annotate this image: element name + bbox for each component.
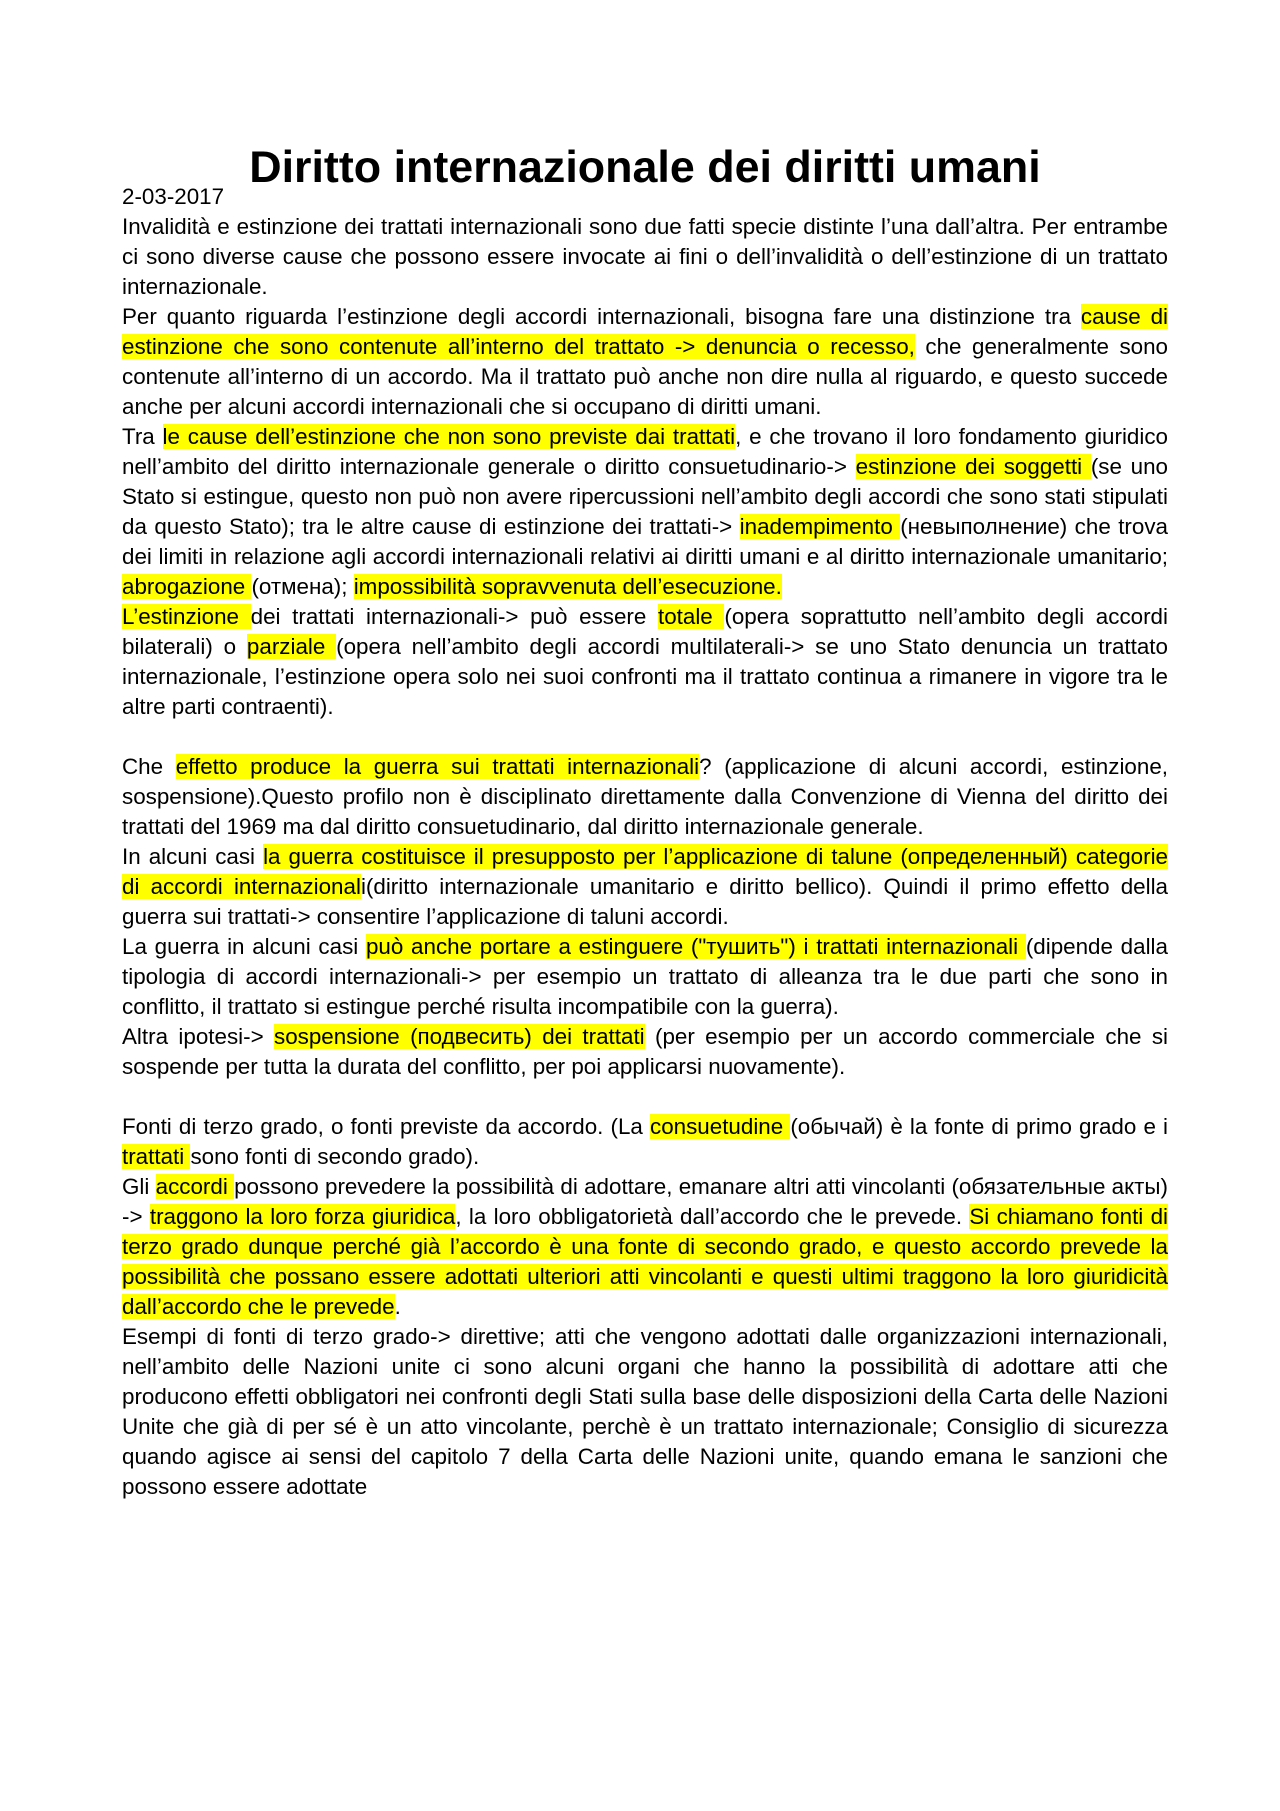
paragraph-text: Tra [122, 424, 163, 449]
paragraph-text: sono fonti di secondo grado). [190, 1144, 480, 1169]
paragraph-spacer [122, 1082, 1168, 1112]
highlighted-text: traggono la loro forza giuridica [149, 1204, 456, 1229]
paragraph-text: dei trattati internazionali-> può essere [250, 604, 658, 629]
document-page [122, 142, 1169, 1502]
paragraph-text: Altra ipotesi-> [122, 1024, 274, 1049]
document-title: Diritto internazionale dei diritti umani [249, 142, 1041, 192]
paragraph-text: i(diritto internazionale umanitario e diritto bellico). Quindi il primo effetto della guerra sui trattati-> consentire l’applicazione di taluni accordi. [122, 874, 1169, 929]
paragraph-text: , e che trovano il loro fondamento giuridico nell’ambito del diritto internazionale generale o diritto consuetudinario-> [122, 424, 1168, 479]
paragraph-text: Esempi di fonti di terzo grado-> direttive; atti che vengono adottati dalle organizzazioni internazionali, nell’ambito delle Nazioni unite ci sono alcuni organi che hanno la possibilità di adottare atti che producono effetti obbligatori nei confronti degli Stati sulla base delle disposizioni della Carta delle Nazioni Unite che già di per sé è un atto vincolante, perchè è un trattato internazionale; Consiglio di sicurezza quando agisce ai sensi del capitolo 7 della Carta delle Nazioni unite, quando emana le sanzioni che possono essere adottate [122, 1324, 1168, 1499]
paragraph [122, 1172, 1168, 1322]
paragraph [122, 302, 1168, 422]
paragraph [122, 752, 1168, 842]
highlighted-text: totale [657, 604, 725, 629]
paragraph-text: , la loro obbligatorietà dall’accordo che le prevede. [455, 1204, 970, 1229]
highlighted-text: la guerra costituisce il presupposto per l’applicazione di talune (определенный) categorie di accordi internazional [122, 844, 1169, 899]
highlighted-text: le cause dell’estinzione che non sono previste dai trattati [162, 424, 736, 449]
paragraph [122, 932, 1168, 1022]
highlighted-text: può anche portare a estinguere ("тушить") i trattati internazionali [365, 934, 1026, 959]
highlighted-text: impossibilità sopravvenuta dell’esecuzione. [353, 574, 782, 599]
paragraph-text: Gli [122, 1174, 156, 1199]
paragraph-text: che generalmente sono contenute all’interno di un accordo. Ma il trattato può anche non dire nulla al riguardo, e questo succede anche per alcuni accordi internazionali che si occupano di diritti umani. [122, 334, 1168, 419]
paragraph-text: ? (applicazione di alcuni accordi, estinzione, sospensione).Questo profilo non è disciplinato direttamente dalla Convenzione di Vienna del diritto dei trattati del 1969 ma dal diritto consuetudinario, dal diritto internazionale generale. [122, 754, 1168, 839]
paragraph [122, 602, 1168, 722]
paragraph-text: Per quanto riguarda l’estinzione degli accordi internazionali, bisogna fare una distinzione tra [122, 304, 1081, 329]
highlighted-text: Si chiamano fonti di terzo grado dunque perché già l’accordo è una fonte di secondo grado, e questo accordo prevede la possibilità che possano essere adottati ulteriori atti vincolanti e questi ultimi traggono la loro giuridicità dall’accordo che le prevede [122, 1204, 1169, 1319]
paragraph [122, 1112, 1168, 1172]
highlighted-text: estinzione dei soggetti [855, 454, 1091, 479]
paragraph [122, 1022, 1168, 1082]
highlighted-text: inadempimento [739, 514, 901, 539]
paragraph-text: possono prevedere la possibilità di adottare, emanare altri atti vincolanti (обязательные акты) -> [122, 1174, 1168, 1229]
paragraph-text: (opera soprattutto nell’ambito degli accordi bilaterali) o [122, 604, 1168, 659]
paragraph [122, 422, 1168, 602]
paragraph-text: Che [122, 754, 176, 779]
highlighted-text: accordi [155, 1174, 235, 1199]
paragraph-text: (отмена); [251, 574, 354, 599]
highlighted-text: effetto produce la guerra sui trattati internazionali [175, 754, 700, 779]
paragraph-text: (opera nell’ambito degli accordi multilaterali-> se uno Stato denuncia un trattato internazionale, l’estinzione opera solo nei suoi confronti ma il trattato continua a rimanere in vigore tra le altre parti contraenti). [122, 634, 1168, 719]
paragraph-text: (per esempio per un accordo commerciale che si sospende per tutta la durata del conflitto, per poi applicarsi nuovamente). [122, 1024, 1168, 1079]
paragraph-text: La guerra in alcuni casi [122, 934, 366, 959]
paragraph-text: (обычай) è la fonte di primo grado e i [790, 1114, 1168, 1139]
paragraph [122, 1322, 1168, 1502]
highlighted-text: trattati [122, 1144, 191, 1169]
paragraph-text: . [394, 1294, 401, 1319]
paragraph-text: In alcuni casi [122, 844, 264, 869]
highlighted-text: parziale [246, 634, 337, 659]
paragraph-text: (невыполнение) che trova dei limiti in relazione agli accordi internazionali relativi ai diritti umani e al diritto internazionale umanitario; [122, 514, 1168, 569]
paragraph-text: Fonti di terzo grado, o fonti previste da accordo. (La [122, 1114, 650, 1139]
document-date: 2-03-2017 [122, 184, 225, 209]
highlighted-text: sospensione (подвесить) dei trattati [274, 1024, 645, 1049]
paragraph-text: (dipende dalla tipologia di accordi internazionali-> per esempio un trattato di alleanza tra le due parti che sono in conflitto, il trattato si estingue perché risulta incompatibile con la guerra). [122, 934, 1168, 1019]
paragraph-spacer [122, 722, 1168, 752]
paragraph-text: Invalidità e estinzione dei trattati internazionali sono due fatti specie distinte l’una dall’altra. Per entrambe ci sono diverse cause che possono essere invocate ai fini o dell’invalidità o dell’estinzione di un trattato internazionale. [122, 214, 1168, 299]
highlighted-text: L’estinzione [122, 604, 251, 629]
paragraph [122, 212, 1168, 302]
highlighted-text: consuetudine [650, 1114, 791, 1139]
highlighted-text: abrogazione [122, 574, 252, 599]
paragraph [122, 842, 1168, 932]
highlighted-text: cause di estinzione che sono contenute all’interno del trattato -> denuncia o recesso, [122, 304, 1168, 359]
paragraph-text: (se uno Stato si estingue, questo non può non avere ripercussioni nell’ambito degli accordi che sono stati stipulati da questo Stato); tra le altre cause di estinzione dei trattati-> [122, 454, 1169, 539]
document-body [122, 212, 1168, 1502]
